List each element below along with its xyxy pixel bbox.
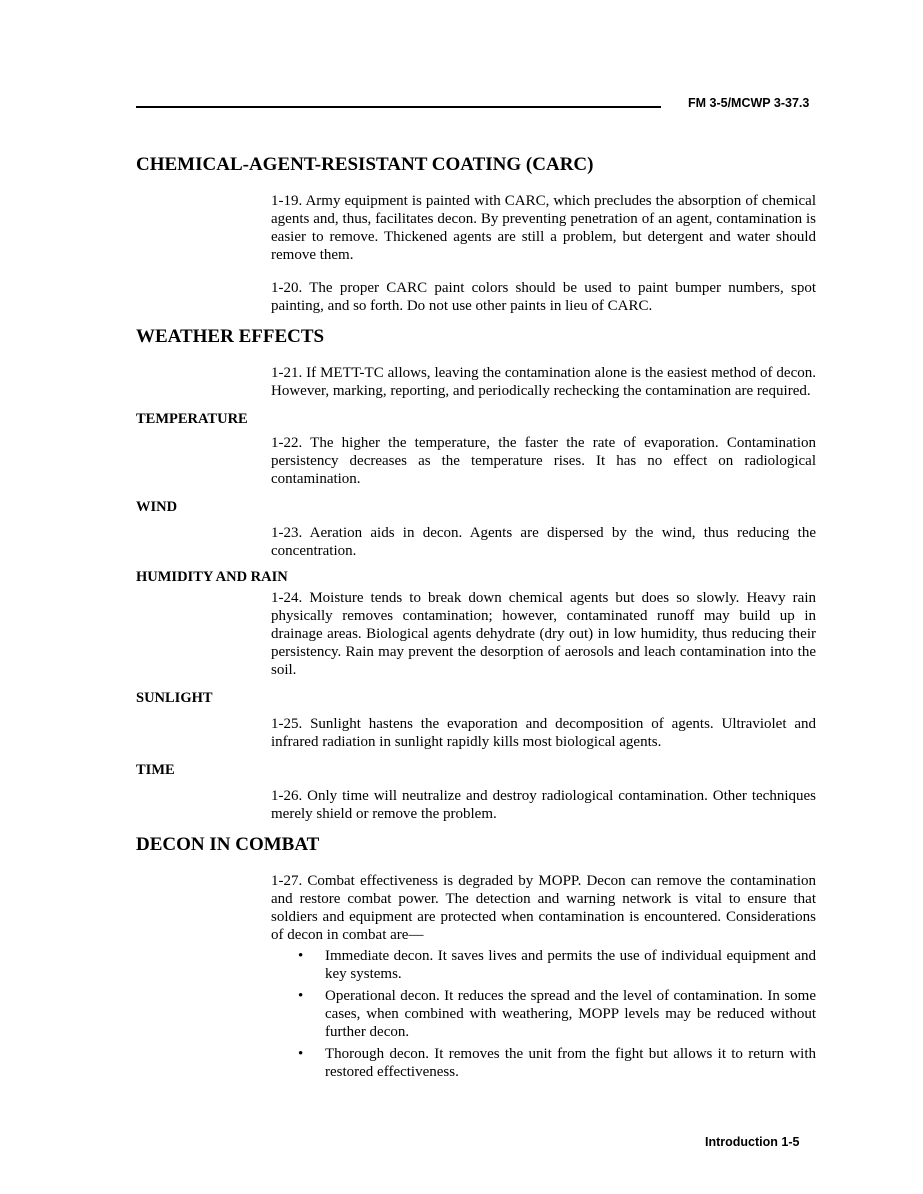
paragraph-1-27: 1-27. Combat effectiveness is degraded by MOPP. Decon can remove the contamination and restore combat power. The detection and warning network is vital to ensure that soldiers and equipment are protected when contamination is encountered. Considerations of decon in combat are— — [271, 873, 816, 943]
paragraph-1-19: 1-19. Army equipment is painted with CARC, which precludes the absorption of chemical agents and, thus, facilitates decon. By preventing penetration of an agent, contamination is easier to remove. Thickened agents are still a problem, but detergent and water should remove them. — [271, 193, 816, 263]
paragraph-1-25: 1-25. Sunlight hastens the evaporation and decomposition of agents. Ultraviolet and infrared radiation in sunlight rapidly kills most biological agents. — [271, 716, 816, 750]
paragraph-1-23: 1-23. Aeration aids in decon. Agents are dispersed by the wind, thus reducing the concentration. — [271, 525, 816, 559]
bullet-icon: • — [298, 948, 304, 964]
list-item-text: Thorough decon. It removes the unit from the fight but allows it to return with restored effectiveness. — [325, 1046, 816, 1080]
list-item — [298, 947, 816, 983]
combat-considerations-list — [136, 947, 816, 1081]
list-item — [298, 1045, 816, 1081]
subheading-temperature: TEMPERATURE — [136, 411, 248, 427]
paragraph-1-21: 1-21. If METT-TC allows, leaving the contamination alone is the easiest method of decon. However, marking, reporting, and periodically rechecking the contamination are required. — [271, 365, 816, 399]
heading-carc: CHEMICAL-AGENT-RESISTANT COATING (CARC) — [136, 154, 594, 175]
bullet-icon: • — [298, 988, 304, 1004]
subheading-wind: WIND — [136, 499, 178, 515]
paragraph-1-26: 1-26. Only time will neutralize and destroy radiological contamination. Other techniques merely shield or remove the problem. — [271, 788, 816, 822]
list-item-text: Immediate decon. It saves lives and permits the use of individual equipment and key systems. — [325, 948, 816, 982]
footer-page-label: Introduction 1-5 — [705, 1135, 800, 1149]
list-item-text: Operational decon. It reduces the spread and the level of contamination. In some cases, when combined with weathering, MOPP levels may be reduced without further decon. — [325, 988, 816, 1040]
subheading-time: TIME — [136, 762, 175, 778]
page-content — [136, 153, 816, 1085]
list-item — [298, 987, 816, 1041]
paragraph-1-20: 1-20. The proper CARC paint colors should be used to paint bumper numbers, spot painting, and so forth. Do not use other paints in lieu of CARC. — [271, 280, 816, 314]
bullet-icon: • — [298, 1046, 304, 1062]
header-doc-id: FM 3-5/MCWP 3-37.3 — [688, 96, 810, 110]
paragraph-1-22: 1-22. The higher the temperature, the faster the rate of evaporation. Contamination persistency decreases as the temperature rises. It has no effect on radiological contamination. — [271, 435, 816, 487]
heading-weather-effects: WEATHER EFFECTS — [136, 326, 325, 347]
subheading-humidity-and-rain: HUMIDITY AND RAIN — [136, 569, 288, 585]
paragraph-1-24: 1-24. Moisture tends to break down chemical agents but does so slowly. Heavy rain physically removes contamination; however, contaminated runoff may build up in drainage areas. Biological agents dehydrate (dry out) in low humidity, thus reducing their persistency. Rain may prevent the desorption of aerosols and leach contamination into the soil. — [271, 590, 816, 678]
subheading-sunlight: SUNLIGHT — [136, 690, 213, 706]
heading-decon-in-combat: DECON IN COMBAT — [136, 834, 320, 855]
header-rule — [136, 106, 661, 108]
